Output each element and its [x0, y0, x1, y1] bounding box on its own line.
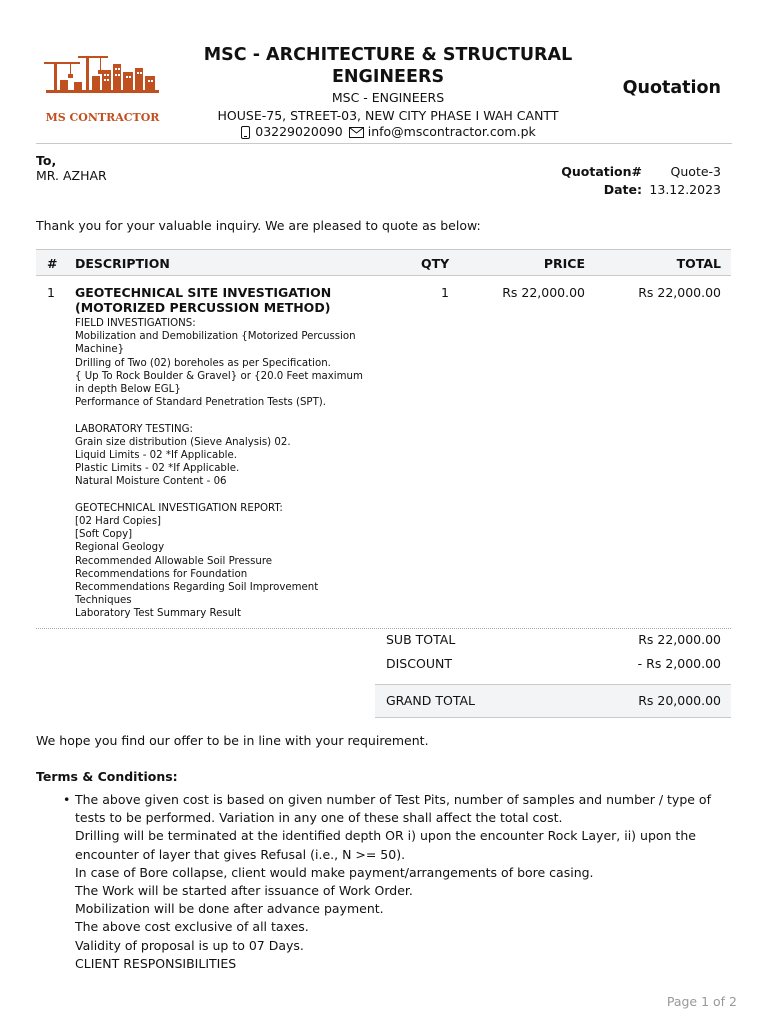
discount-value: - Rs 2,000.00 [637, 656, 721, 671]
column-header-qty: QTY [421, 256, 450, 271]
company-header [198, 44, 578, 140]
row-title: GEOTECHNICAL SITE INVESTIGATION (MOTORIZED PERCUSSION METHOD) [75, 285, 332, 315]
terms-line: Mobilization will be done after advance payment. [75, 901, 384, 917]
phone-icon [240, 126, 251, 139]
terms-line: The above given cost is based on given number of Test Pits, number of samples and number / type of tests to be performed. Variation in any one of these shall affect the total cost. [75, 792, 711, 826]
terms-line: The Work will be started after issuance of Work Order. [75, 883, 413, 899]
company-subtitle: MSC - ENGINEERS [331, 90, 445, 105]
header-divider [36, 143, 732, 144]
grand-total-row [375, 684, 731, 718]
closing-text: We hope you find our offer to be in line with your requirement. [36, 733, 429, 748]
recipient-label: To, [36, 153, 57, 168]
subtotal-value: Rs 22,000.00 [638, 632, 721, 647]
column-header-total: TOTAL [676, 256, 721, 271]
terms-line: CLIENT RESPONSIBILITIES [75, 955, 237, 971]
terms-list [63, 791, 737, 973]
grand-total-label: GRAND TOTAL [386, 693, 476, 708]
recipient-name: MR. AZHAR [36, 168, 107, 183]
quotation-meta [561, 163, 721, 199]
discount-row [375, 654, 731, 678]
terms-line: The above cost exclusive of all taxes. [75, 919, 309, 935]
row-number: 1 [47, 285, 55, 300]
column-header-number: # [47, 256, 58, 271]
discount-label: DISCOUNT [386, 656, 452, 671]
email-icon [349, 127, 364, 138]
totals-block [375, 630, 731, 718]
date-label: Date: [603, 182, 642, 197]
grand-total-value: Rs 20,000.00 [638, 693, 721, 708]
intro-text: Thank you for your valuable inquiry. We are pleased to quote as below: [36, 218, 481, 233]
row-details: FIELD INVESTIGATIONS: Mobilization and Demobilization {Motorized Percussion Machine} Drilling of Two (02) boreholes as per Specification. { Up To Rock Boulder & Gravel} or {20.0 Feet maximum in depth Below EGL} Performance of Standard Penetration Tests (SPT). LABORATORY TESTING: Grain size distribution (Sieve Analysis) 02. Liquid Limits - 02 *If Applicable. Plastic Limits - 02 *If Applicable. Natural Moisture Content - 06 GEOTECHNICAL INVESTIGATION REPORT: [02 Hard Copies] [Soft Copy] Regional Geology Recommended Allowable Soil Pressure Recommendations for Foundation Recommendations Regarding Soil Improvement Techniques Laboratory Test Summary Result [75, 318, 363, 620]
recipient-block [36, 153, 107, 183]
company-phone: 03229020090 [255, 124, 343, 139]
terms-line: Validity of proposal is up to 07 Days. [75, 937, 304, 953]
table-divider [36, 628, 731, 629]
subtotal-label: SUB TOTAL [386, 632, 456, 647]
company-name-line2: ENGINEERS [331, 67, 445, 87]
column-header-description: DESCRIPTION [75, 256, 170, 271]
table-header [36, 249, 731, 276]
terms-line: In case of Bore collapse, client would make payment/arrangements of bore casing. [75, 864, 594, 880]
company-contact [198, 124, 578, 140]
company-name-line1: MSC - ARCHITECTURE & STRUCTURAL [203, 45, 573, 65]
date-value: 13.12.2023 [649, 182, 721, 197]
logo-skyline-icon [40, 50, 165, 108]
row-total: Rs 22,000.00 [638, 285, 721, 300]
bullet-icon: • [63, 792, 71, 807]
company-logo [40, 50, 165, 130]
terms-heading: Terms & Conditions: [36, 769, 178, 784]
company-email: info@mscontractor.com.pk [367, 124, 536, 139]
quotation-number-label: Quotation# [561, 164, 642, 179]
row-qty: 1 [441, 285, 449, 300]
document-title: Quotation [622, 78, 721, 98]
column-header-price: PRICE [543, 256, 585, 271]
quotation-number-value: Quote-3 [670, 164, 721, 179]
subtotal-row [375, 630, 731, 654]
terms-line: Drilling will be terminated at the identified depth OR i) upon the encounter Rock Layer, ii) upon the encounter of layer that gives Refusal (i.e., N >= 50). [75, 828, 696, 862]
company-address: HOUSE-75, STREET-03, NEW CITY PHASE I WAH CANTT [217, 108, 559, 123]
row-price: Rs 22,000.00 [502, 285, 585, 300]
page-indicator: Page 1 of 2 [666, 994, 737, 1009]
logo-text: MS CONTRACTOR [45, 111, 160, 124]
